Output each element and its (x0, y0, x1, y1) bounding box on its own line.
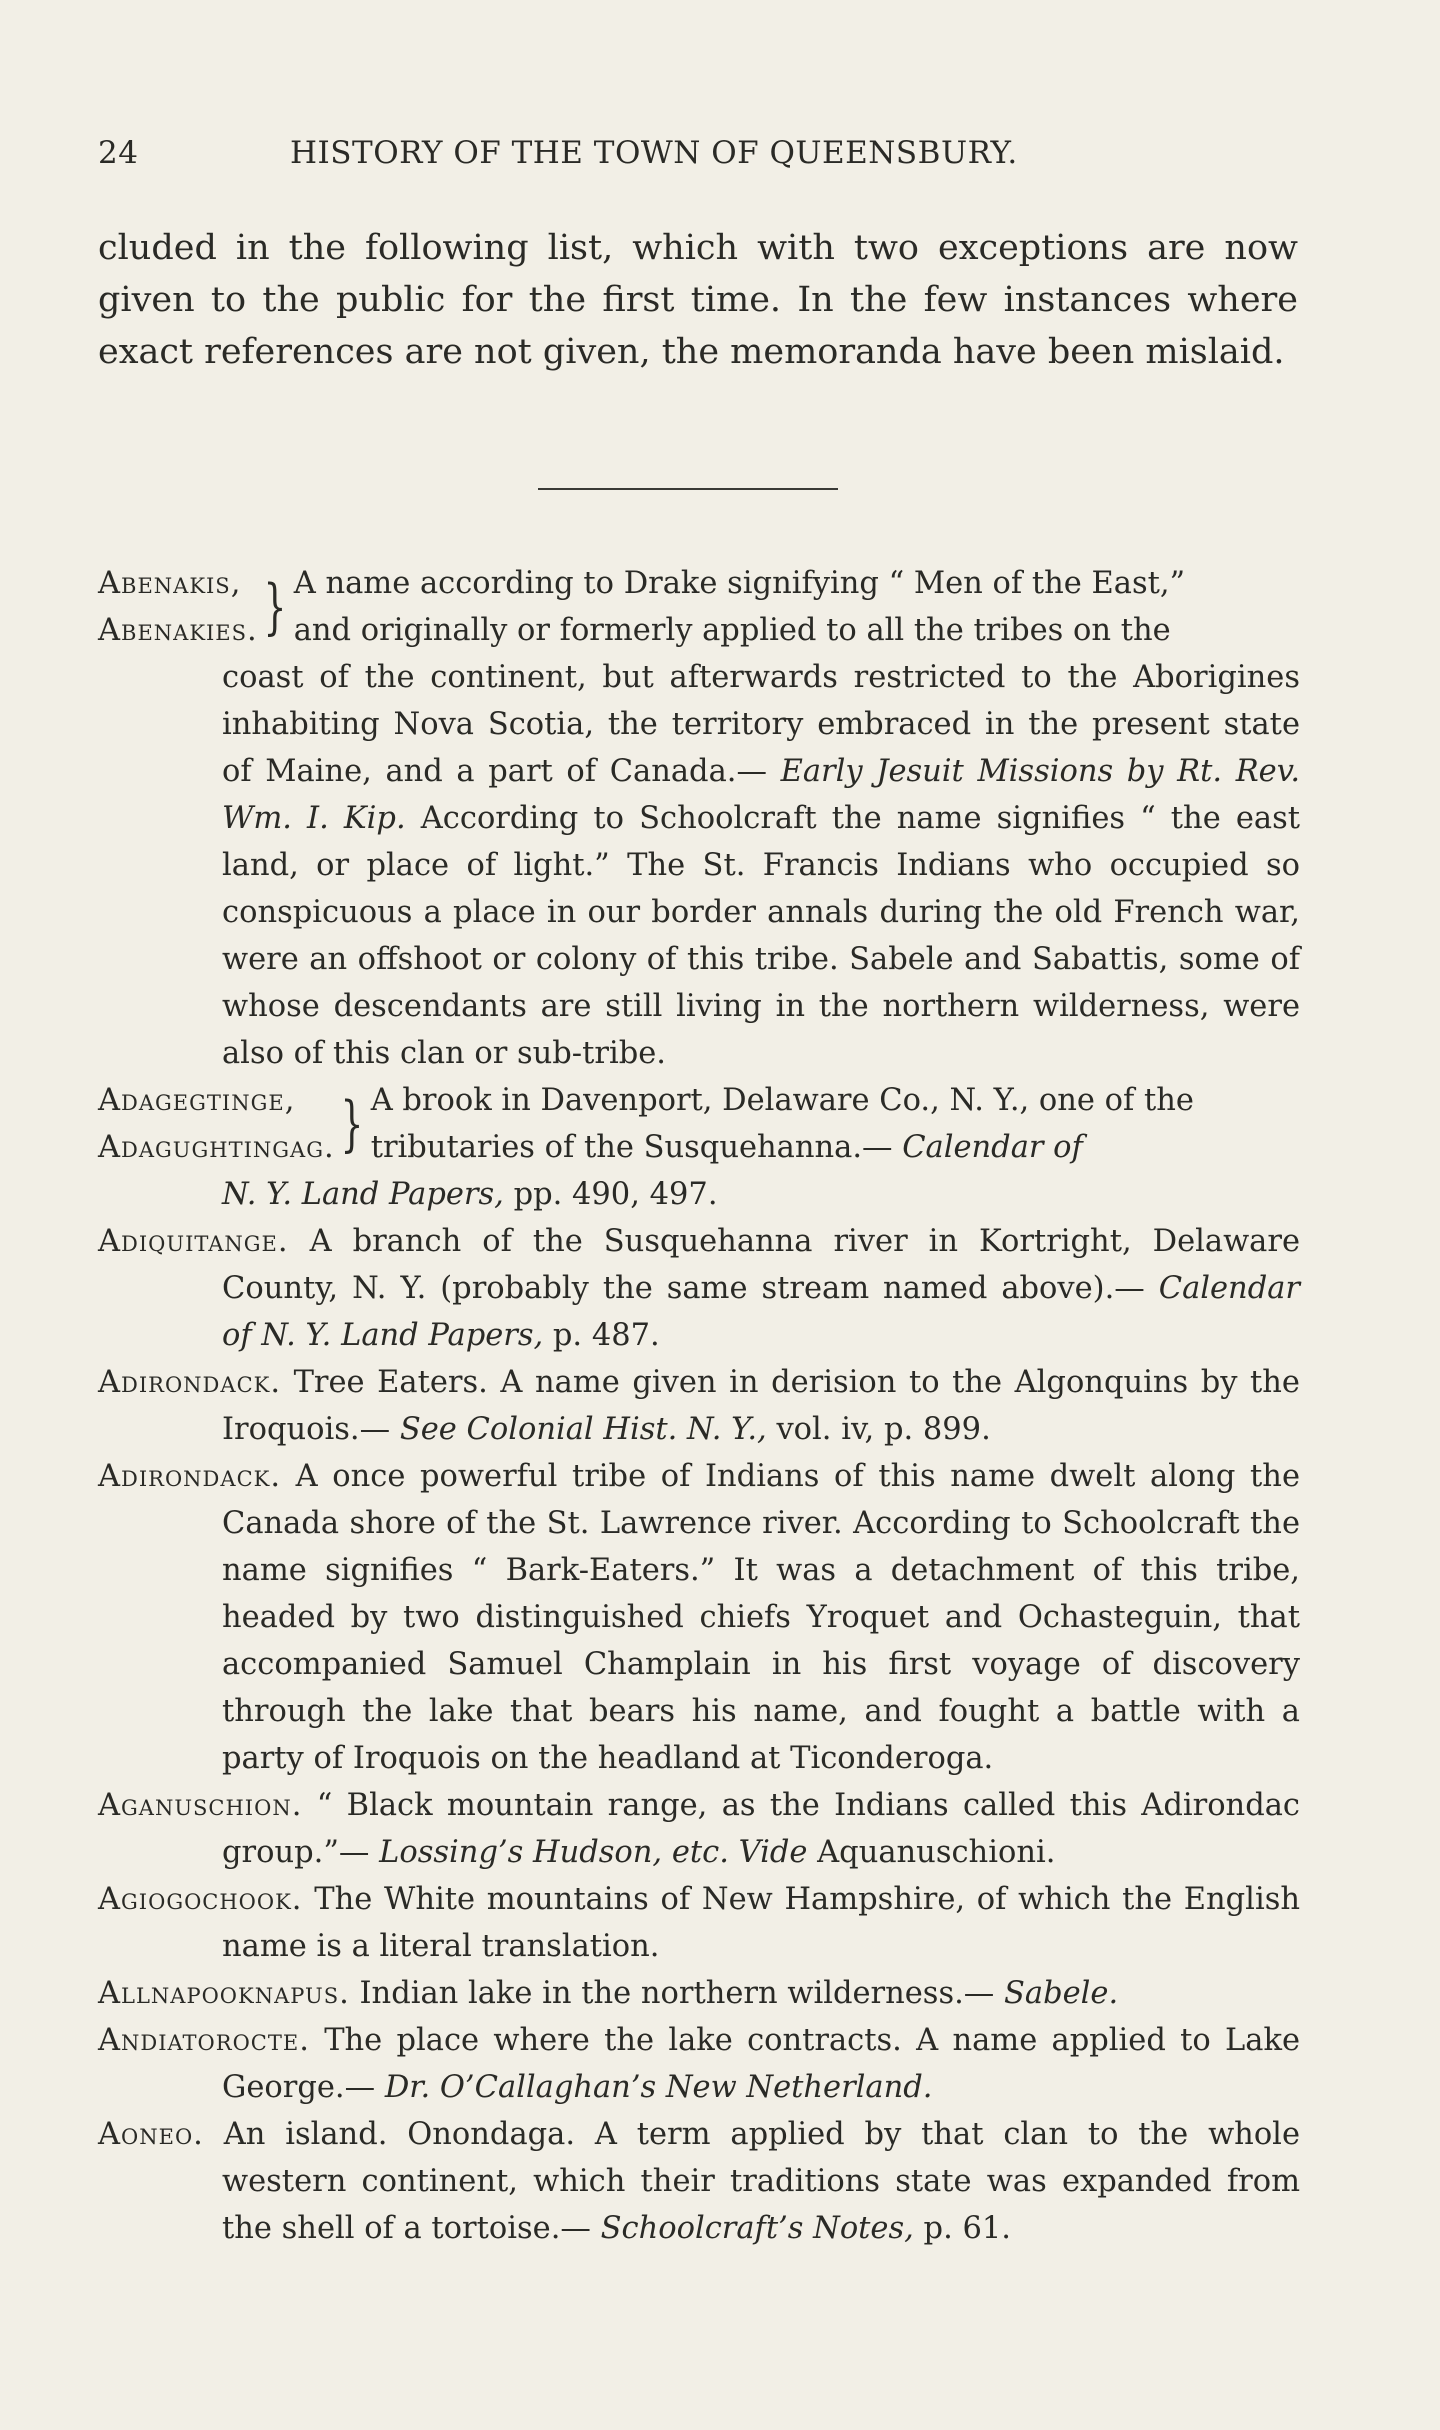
entry-head: Abenakis, (98, 566, 242, 601)
entry-text: The place where the lake contracts. A name applied to Lake George.— (222, 2023, 1300, 2105)
entry-line: A brook in Davenport, Delaware Co., N. Y., one of the (370, 1083, 1194, 1118)
citation-pages: pp. 490, 497. (513, 1177, 718, 1212)
citation: Lossing’s Hudson, etc. (379, 1835, 729, 1870)
glossary-entries (98, 560, 1300, 2252)
entry-text: Tree Eaters. A name given in derision to the Algonquins by the Iroquois.— (222, 1365, 1300, 1447)
entry-text: According to Schoolcraft the name signifies “ the east land, or place of light.” The St. Francis Indians who occupied so conspicuous a place in our border annals during the old French war, were an offshoot or colony of this tribe. Sabele and Sabattis, some of whose descendants are still living in the northern wilderness, were also of this clan or sub-tribe. (222, 801, 1300, 1071)
entry-continuation (98, 1171, 1300, 1218)
citation: Schoolcraft’s Notes, (600, 2211, 914, 2246)
citation: Dr. O’Callaghan’s New Netherland. (384, 2070, 933, 2105)
entry-text: A once powerful tribe of Indians of this name dwelt along the Canada shore of the St. Lawrence river. According to Schoolcraft the name signifies “ Bark-Eaters.” It was a detachment of this tribe, headed by two distinguished chiefs Yroquet and Ochasteguin, that accompanied Samuel Champlain in his first voyage of discovery through the lake that bears his name, and fought a battle with a party of Iroquois on the headland at Ticonderoga. (222, 1459, 1300, 1776)
entry-aoneo (98, 2111, 1300, 2252)
citation: Early Jesuit Missions by Rt. Rev. Wm. I. Kip. (222, 754, 1301, 836)
entry-head-alt: Abenakies. (98, 613, 258, 648)
entry-continuation (98, 654, 1300, 1077)
cross-reference: Aquanuschioni. (817, 1835, 1056, 1870)
citation: N. Y. Land Papers, (222, 1177, 504, 1212)
entry-head: Adirondack. (98, 1459, 282, 1494)
entry-head: Aganuschion. (98, 1788, 303, 1823)
entry-head: Allnapooknapus. (98, 1976, 350, 2011)
page-number: 24 (98, 135, 139, 171)
running-title: HISTORY OF THE TOWN OF QUEENSBURY. (290, 135, 1018, 171)
entry-andiatorocte (98, 2017, 1300, 2111)
entry-adiquitange (98, 1218, 1300, 1359)
entry-adagegtinge (98, 1077, 1300, 1218)
entry-head: Andiatorocte. (98, 2023, 310, 2058)
entry-text: coast of the continent, but afterwards restricted to the Aborigines inhabiting Nova Scotia, the territory embraced in the present state of Maine, and a part of Canada.— (222, 660, 1300, 789)
entry-head: Agiogochook. (98, 1882, 303, 1917)
citation-vide: Vide (738, 1835, 808, 1870)
citation: See Colonial Hist. N. Y., (399, 1412, 767, 1447)
citation-pages: p. 487. (552, 1318, 660, 1353)
section-rule (538, 488, 838, 490)
entry-text: An island. Onondaga. A term applied by that clan to the whole western continent, which their traditions state was expanded from the shell of a tortoise.— (222, 2117, 1300, 2246)
entry-aganuschion (98, 1782, 1300, 1876)
entry-text: Indian lake in the northern wilderness.— (359, 1976, 995, 2011)
entry-abenakis (98, 560, 1300, 1077)
entry-adirondack-1 (98, 1359, 1300, 1453)
entry-line: A name according to Drake signifying “ Men of the East,” (293, 566, 1186, 601)
citation-pages: vol. iv, p. 899. (776, 1412, 991, 1447)
citation: Calendar of (902, 1130, 1083, 1165)
entry-line: and originally or formerly applied to all the tribes on the (293, 613, 1171, 648)
entry-head: Adagegtinge, (98, 1083, 296, 1118)
entry-line: tributaries of the Susquehanna.— (370, 1130, 893, 1165)
entry-adirondack-2 (98, 1453, 1300, 1782)
intro-text: cluded in the following list, which with two exceptions are now given to the public for the first time. In the few instances where exact references are not given, the memoranda have been mislaid. (98, 228, 1298, 372)
entry-agiogochook (98, 1876, 1300, 1970)
entry-head: Adirondack. (98, 1365, 282, 1400)
brace-glyph: } (263, 572, 287, 642)
entry-head: Aoneo. (98, 2117, 204, 2152)
entry-head-alt: Adagughtingag. (98, 1130, 335, 1165)
brace-glyph: } (340, 1089, 364, 1159)
citation-pages: p. 61. (923, 2211, 1011, 2246)
citation: Calendar of N. Y. Land Papers, (222, 1271, 1300, 1353)
entry-head: Adiquitange. (98, 1224, 289, 1259)
citation: Sabele. (1004, 1976, 1119, 2011)
entry-allnapooknapus (98, 1970, 1300, 2017)
intro-paragraph (98, 222, 1298, 378)
entry-text: A branch of the Susquehanna river in Kortright, Delaware County, N. Y. (probably the same stream named above).— (222, 1224, 1300, 1306)
entry-text: The White mountains of New Hampshire, of which the English name is a literal translation. (222, 1882, 1300, 1964)
entry-text: “ Black mountain range, as the Indians called this Adirondac group.”— (222, 1788, 1300, 1870)
